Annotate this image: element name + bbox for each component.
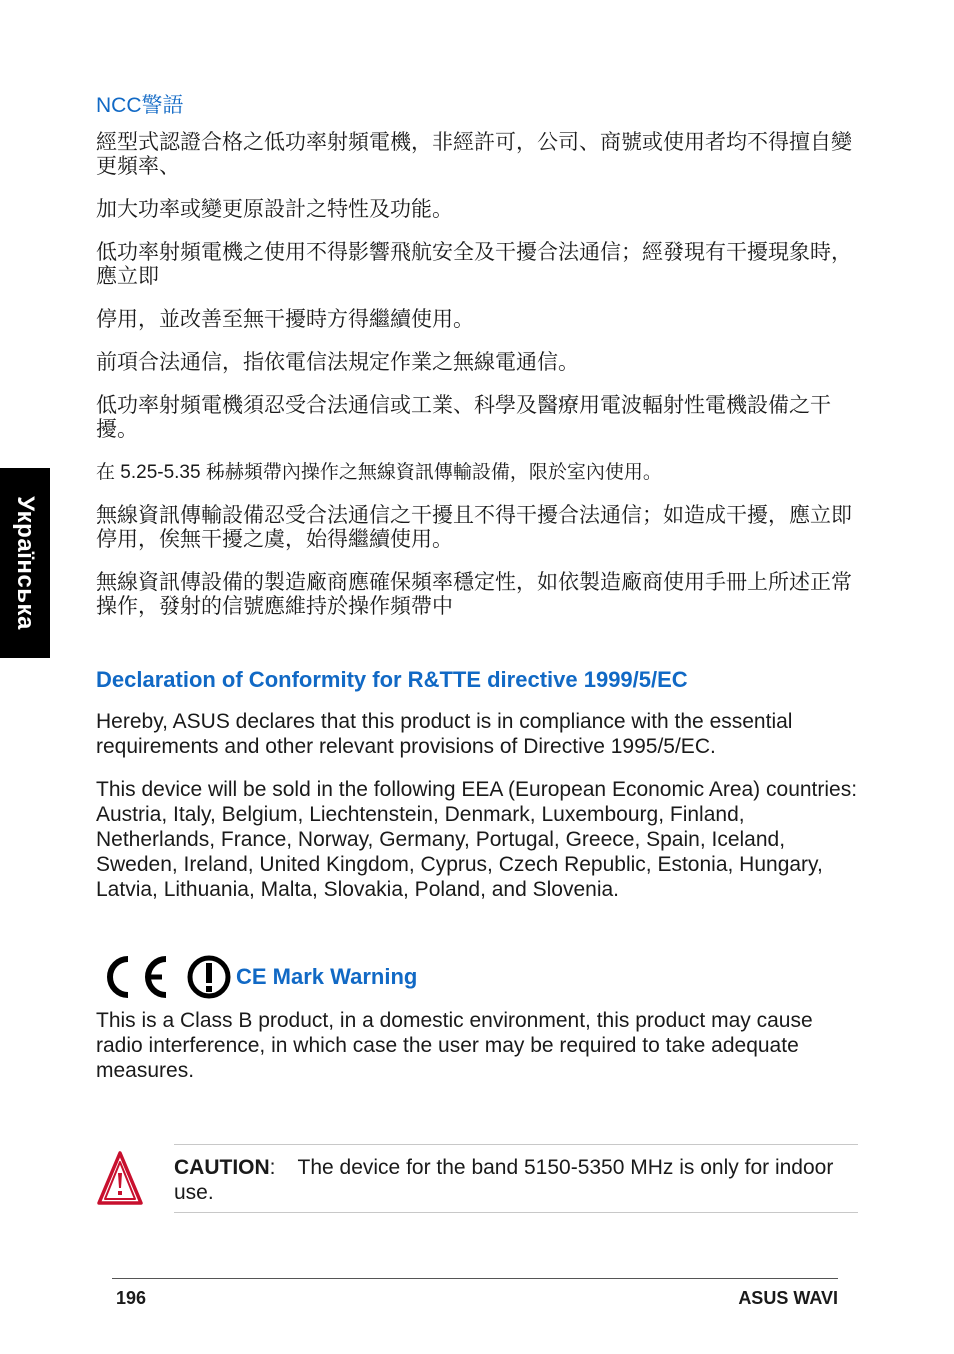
ncc-paragraph: 停用，並改善至無干擾時方得繼續使用。 — [96, 308, 474, 332]
caution-box — [174, 1144, 858, 1213]
ncc-paragraph: 低功率射頻電機須忍受合法通信或工業、科學及醫療用電波輻射性電機設備之干擾。 — [96, 394, 831, 442]
ncc-paragraph: 低功率射頻電機之使用不得影響飛航安全及干擾合法通信；經發現有干擾現象時，應立即 — [96, 241, 852, 289]
page-content — [96, 92, 858, 1101]
ncc-heading: NCC警語 — [96, 94, 184, 117]
ce-heading-row — [96, 954, 858, 1000]
caution-separator: : — [269, 1156, 276, 1179]
ce-heading: CE Mark Warning — [236, 963, 418, 989]
caution-label: CAUTION — [174, 1156, 270, 1179]
footer-divider — [112, 1278, 838, 1279]
language-tab-label: Українська — [12, 496, 39, 630]
product-name: ASUS WAVI — [738, 1288, 838, 1308]
warning-triangle-icon — [96, 1150, 144, 1208]
ncc-paragraph: 前項合法通信，指依電信法規定作業之無線電通信。 — [96, 351, 579, 375]
ncc-paragraph: 無線資訊傳設備的製造廠商應確保頻率穩定性，如依製造廠商使用手冊上所述正常操作，發射的信號應維持於操作頻帶中 — [96, 571, 852, 619]
page-number: 196 — [116, 1288, 147, 1308]
ncc-paragraph: 在 5.25-5.35 秭赫頻帶內操作之無線資訊傳輸設備，限於室內使用。 — [96, 462, 662, 484]
caution-text: The device for the band 5150-5350 MHz is only for indoor use. — [174, 1156, 834, 1204]
language-side-tab — [0, 468, 50, 658]
doc-heading: Declaration of Conformity for R&TTE directive 1999/5/EC — [96, 667, 688, 693]
ncc-paragraph: 加大功率或變更原設計之特性及功能。 — [96, 198, 453, 222]
ce-mark — [96, 954, 236, 1000]
ncc-paragraph: 經型式認證合格之低功率射頻電機，非經許可，公司、商號或使用者均不得擅自變更頻率、 — [96, 131, 852, 179]
ce-text: This is a Class B product, in a domestic environment, this product may cause radio interference, in which case the user may be required to take adequate measures. — [96, 1008, 813, 1082]
ce-mark-icon — [96, 955, 170, 999]
alert-circle-icon — [186, 954, 232, 1000]
ncc-paragraph: 無線資訊傳輸設備忍受合法通信之干擾且不得干擾合法通信；如造成干擾，應立即停用，俟無干擾之虞，始得繼續使用。 — [96, 504, 852, 552]
doc-paragraph: This device will be sold in the following EEA (European Economic Area) countries: Austria, Italy, Belgium, Liechtenstein, Denmark, Luxembourg, Finland, Netherlands, France, Norway, Germany, Portugal, Greece, Spain, Iceland, Sweden, Ireland, United Kingdom, Cyprus, Czech Republic, Estonia, Hungary, Latvia, Lithuania, Malta, Slovakia, Poland, and Slovenia. — [96, 777, 858, 901]
doc-paragraph: Hereby, ASUS declares that this product is in compliance with the essential requirements and other relevant provisions of Directive 1995/5/EC. — [96, 709, 793, 758]
